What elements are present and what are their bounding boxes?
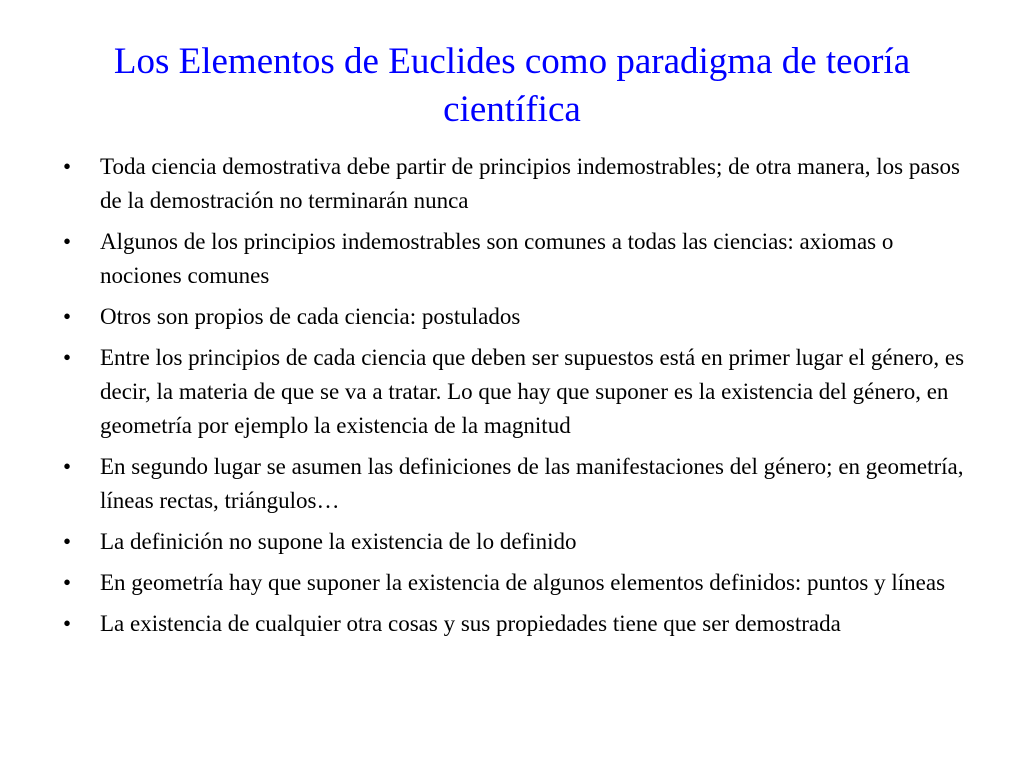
bullet-text: La existencia de cualquier otra cosas y sus propiedades tiene que ser demostrada bbox=[100, 611, 841, 636]
bullet-icon: • bbox=[63, 229, 72, 254]
bullet-icon: • bbox=[63, 454, 72, 479]
bullet-icon: • bbox=[63, 611, 72, 636]
bullet-item bbox=[60, 225, 972, 293]
bullet-text: Entre los principios de cada ciencia que deben ser supuestos está en primer lugar el género, es decir, la materia de que se va a tratar. Lo que hay que suponer es la existencia del género, en geometría por ejemplo la existencia de la magnitud bbox=[100, 345, 965, 438]
bullet-item bbox=[60, 525, 972, 559]
bullet-icon: • bbox=[63, 345, 72, 370]
bullet-item bbox=[60, 566, 972, 600]
bullet-item bbox=[60, 150, 972, 218]
bullet-list bbox=[60, 150, 972, 648]
slide-title: Los Elementos de Euclides como paradigma de teoría científica bbox=[113, 41, 911, 130]
bullet-text: Algunos de los principios indemostrables son comunes a todas las ciencias: axiomas o nociones comunes bbox=[100, 229, 894, 288]
bullet-text: Toda ciencia demostrativa debe partir de principios indemostrables; de otra manera, los pasos de la demostración no terminarán nunca bbox=[100, 154, 960, 213]
bullet-icon: • bbox=[63, 529, 72, 554]
bullet-text: Otros son propios de cada ciencia: postulados bbox=[100, 304, 521, 329]
bullet-item bbox=[60, 607, 972, 641]
bullet-item bbox=[60, 341, 972, 443]
bullet-item bbox=[60, 300, 972, 334]
bullet-icon: • bbox=[63, 304, 72, 329]
bullet-icon: • bbox=[63, 154, 72, 179]
bullet-item bbox=[60, 450, 972, 518]
bullet-text: En geometría hay que suponer la existencia de algunos elementos definidos: puntos y líneas bbox=[100, 570, 946, 595]
bullet-text: La definición no supone la existencia de lo definido bbox=[100, 529, 577, 554]
bullet-icon: • bbox=[63, 570, 72, 595]
bullet-text: En segundo lugar se asumen las definiciones de las manifestaciones del género; en geometría, líneas rectas, triángulos… bbox=[100, 454, 964, 513]
